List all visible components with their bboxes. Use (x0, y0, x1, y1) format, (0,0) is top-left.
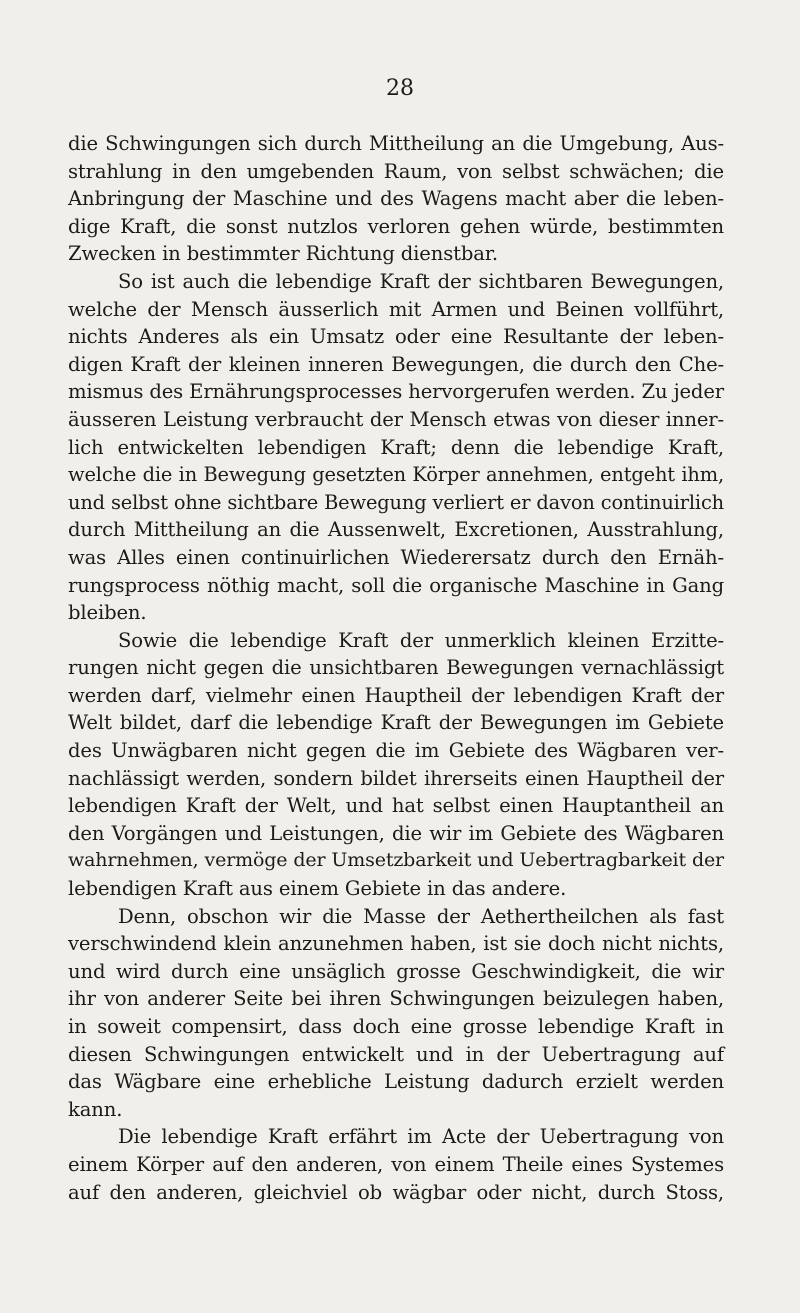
paragraph (68, 627, 724, 903)
text-line: So ist auch die lebendige Kraft der sichtbaren Bewegungen, (118, 269, 724, 293)
text-line: Sowie die lebendige Kraft der unmerklich kleinen Erzitte- (118, 628, 724, 652)
paragraph (68, 268, 724, 627)
text-line: lebendigen Kraft der Welt, und hat selbst einen Hauptantheil an (68, 794, 724, 818)
text-line: strahlung in den umgebenden Raum, von selbst schwächen; die (68, 159, 724, 183)
paragraph (68, 903, 724, 1124)
text-line: das Wägbare eine erhebliche Leistung dadurch erzielt werden (68, 1070, 724, 1094)
text-line: welche der Mensch äusserlich mit Armen und Beinen vollführt, (68, 297, 724, 321)
text-line: in soweit compensirt, dass doch eine grosse lebendige Kraft in (68, 1015, 724, 1038)
text-line: diesen Schwingungen entwickelt und in der Uebertragung auf (68, 1042, 724, 1066)
text-line: was Alles einen continuirlichen Wiederersatz durch den Ernäh- (68, 545, 724, 569)
paragraph (68, 1123, 724, 1206)
text-line: bleiben. (68, 601, 147, 625)
text-line: kann. (68, 1097, 123, 1121)
text-line: des Unwägbaren nicht gegen die im Gebiete des Wägbaren ver- (68, 739, 724, 763)
text-line: einem Körper auf den anderen, von einem Theile eines Systemes (68, 1152, 724, 1176)
text-line: nachlässigt werden, sondern bildet ihrerseits einen Hauptheil der (68, 766, 724, 790)
text-line: werden darf, vielmehr einen Hauptheil der lebendigen Kraft der (68, 683, 724, 707)
text-line: Zwecken in bestimmter Richtung dienstbar. (68, 242, 498, 266)
text-line: äusseren Leistung verbraucht der Mensch etwas von dieser inner- (68, 407, 724, 431)
text-line: lebendigen Kraft aus einem Gebiete in das andere. (68, 877, 567, 901)
text-line: und wird durch eine unsäglich grosse Geschwindigkeit, die wir (68, 959, 724, 983)
text-line: lich entwickelten lebendigen Kraft; denn die lebendige Kraft, (68, 435, 724, 459)
text-line: Welt bildet, darf die lebendige Kraft der Bewegungen im Gebiete (68, 711, 724, 735)
text-line: den Vorgängen und Leistungen, die wir im Gebiete des Wägbaren (68, 821, 724, 845)
text-line: auf den anderen, gleichviel ob wägbar oder nicht, durch Stoss, (68, 1180, 724, 1204)
text-line: und selbst ohne sichtbare Bewegung verliert er davon continuirlich (68, 490, 725, 514)
paragraph (68, 130, 724, 268)
text-line: die Schwingungen sich durch Mittheilung an die Umgebung, Aus- (68, 132, 724, 155)
text-line: rungen nicht gegen die unsichtbaren Bewegungen vernachlässigt (68, 656, 724, 680)
text-line: Denn, obschon wir die Masse der Aethertheilchen als fast (118, 904, 724, 928)
text-line: rungsprocess nöthig macht, soll die organische Maschine in Gang (68, 573, 724, 597)
text-line: verschwindend klein anzunehmen haben, ist sie doch nicht nichts, (68, 932, 724, 956)
text-line: nichts Anderes als ein Umsatz oder eine Resultante der leben- (68, 325, 724, 349)
page-number: 28 (386, 76, 414, 101)
text-line: welche die in Bewegung gesetzten Körper annehmen, entgeht ihm, (68, 463, 724, 487)
body-text (68, 130, 724, 1206)
text-line: ihr von anderer Seite bei ihren Schwingungen beizulegen haben, (68, 987, 724, 1011)
text-line: wahrnehmen, vermöge der Umsetzbarkeit und Uebertragbarkeit der (68, 849, 724, 872)
text-line: digen Kraft der kleinen inneren Bewegungen, die durch den Che- (68, 352, 724, 376)
text-line: durch Mittheilung an die Aussenwelt, Excretionen, Ausstrahlung, (68, 518, 724, 542)
text-line: Die lebendige Kraft erfährt im Acte der Uebertragung von (118, 1125, 724, 1149)
text-line: dige Kraft, die sonst nutzlos verloren gehen würde, bestimmten (68, 214, 724, 238)
text-line: Anbringung der Maschine und des Wagens macht aber die leben- (68, 187, 724, 211)
text-line: mismus des Ernährungsprocesses hervorgerufen werden. Zu jeder (68, 380, 724, 404)
